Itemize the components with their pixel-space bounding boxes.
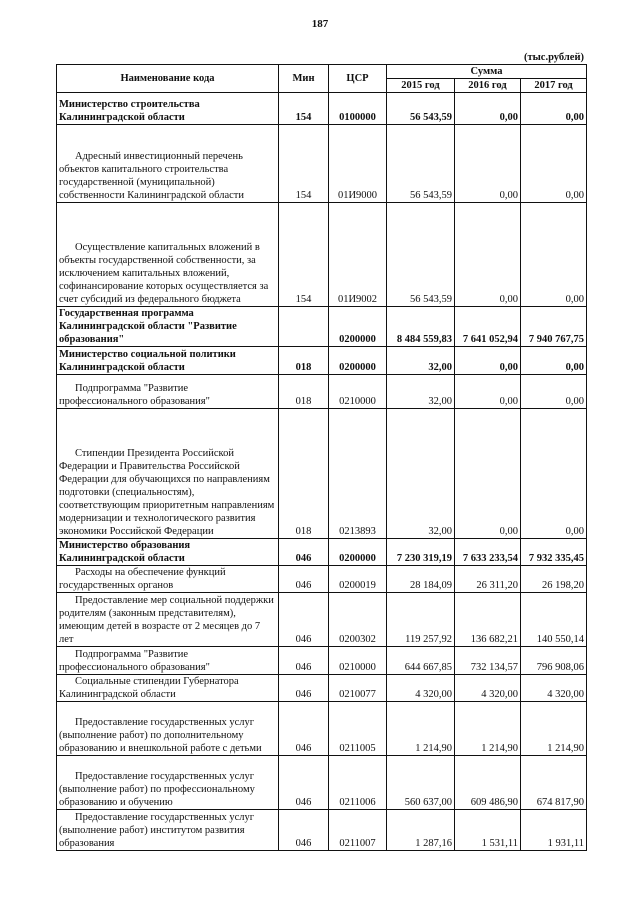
min-cell: 046 <box>279 566 329 593</box>
name-cell: Социальные стипендии Губернатора Калининградской области <box>57 675 279 702</box>
min-cell: 046 <box>279 647 329 675</box>
header-2016: 2016 год <box>455 79 521 93</box>
amount-2015-cell: 644 667,85 <box>387 647 455 675</box>
csr-cell: 0211006 <box>329 756 387 810</box>
units-label: (тыс.рублей) <box>523 52 584 63</box>
name-cell: Подпрограмма "Развитие профессионального образования" <box>57 375 279 409</box>
amount-2015-cell: 32,00 <box>387 409 455 539</box>
csr-cell: 0200000 <box>329 539 387 566</box>
min-cell: 046 <box>279 539 329 566</box>
amount-2015-cell: 56 543,59 <box>387 93 455 125</box>
name-cell: Расходы на обеспечение функций государственных органов <box>57 566 279 593</box>
csr-cell: 0200302 <box>329 593 387 647</box>
header-sum: Сумма <box>387 65 587 79</box>
amount-2015-cell: 28 184,09 <box>387 566 455 593</box>
amount-2015-cell: 119 257,92 <box>387 593 455 647</box>
csr-cell: 01И9002 <box>329 203 387 307</box>
amount-2015-cell: 32,00 <box>387 375 455 409</box>
amount-2015-cell: 1 287,16 <box>387 810 455 851</box>
amount-2016-cell: 7 633 233,54 <box>455 539 521 566</box>
amount-2016-cell: 0,00 <box>455 375 521 409</box>
min-cell: 046 <box>279 675 329 702</box>
amount-2017-cell: 0,00 <box>521 347 587 375</box>
amount-2016-cell: 609 486,90 <box>455 756 521 810</box>
amount-2017-cell: 0,00 <box>521 93 587 125</box>
min-cell: 018 <box>279 347 329 375</box>
amount-2015-cell: 56 543,59 <box>387 203 455 307</box>
table-row <box>57 539 587 566</box>
name-cell: Министерство социальной политики Калининградской области <box>57 347 279 375</box>
table-row <box>57 702 587 756</box>
min-cell: 046 <box>279 702 329 756</box>
name-cell: Адресный инвестиционный перечень объектов капитального строительства государственной (муниципальной) собственности Калининградской области <box>57 125 279 203</box>
amount-2016-cell: 4 320,00 <box>455 675 521 702</box>
table-row <box>57 125 587 203</box>
min-cell: 046 <box>279 593 329 647</box>
csr-cell: 0210077 <box>329 675 387 702</box>
name-cell: Предоставление мер социальной поддержки родителям (законным представителям), имеющим детей в возрасте от 2 месяцев до 7 лет <box>57 593 279 647</box>
amount-2015-cell: 32,00 <box>387 347 455 375</box>
amount-2016-cell: 0,00 <box>455 347 521 375</box>
amount-2016-cell: 1 531,11 <box>455 810 521 851</box>
name-cell: Предоставление государственных услуг (выполнение работ) институтом развития образования <box>57 810 279 851</box>
csr-cell: 0200000 <box>329 347 387 375</box>
name-cell: Осуществление капитальных вложений в объекты государственной собственности, за исключением капитальных вложений, софинансирование которых осуществляется за счет субсидий из федерального бюджета <box>57 203 279 307</box>
min-cell: 154 <box>279 203 329 307</box>
min-cell: 154 <box>279 125 329 203</box>
amount-2017-cell: 1 931,11 <box>521 810 587 851</box>
amount-2017-cell: 1 214,90 <box>521 702 587 756</box>
name-cell: Стипендии Президента Российской Федерации и Правительства Российской Федерации для обучающихся по направлениям подготовки (специальностям), соответствующим приоритетным направлениям модернизации и технологического развития экономики Российской Федерации <box>57 409 279 539</box>
min-cell: 046 <box>279 810 329 851</box>
csr-cell: 0100000 <box>329 93 387 125</box>
amount-2017-cell: 796 908,06 <box>521 647 587 675</box>
table-row <box>57 756 587 810</box>
amount-2017-cell: 0,00 <box>521 409 587 539</box>
table-row <box>57 307 587 347</box>
amount-2015-cell: 1 214,90 <box>387 702 455 756</box>
table-row <box>57 647 587 675</box>
amount-2015-cell: 4 320,00 <box>387 675 455 702</box>
header-csr: ЦСР <box>329 65 387 93</box>
amount-2017-cell: 4 320,00 <box>521 675 587 702</box>
table-row <box>57 593 587 647</box>
csr-cell: 0200019 <box>329 566 387 593</box>
amount-2017-cell: 674 817,90 <box>521 756 587 810</box>
name-cell: Министерство образования Калининградской области <box>57 539 279 566</box>
table-row <box>57 409 587 539</box>
amount-2017-cell: 0,00 <box>521 203 587 307</box>
amount-2015-cell: 560 637,00 <box>387 756 455 810</box>
csr-cell: 01И9000 <box>329 125 387 203</box>
csr-cell: 0211005 <box>329 702 387 756</box>
csr-cell: 0210000 <box>329 375 387 409</box>
amount-2017-cell: 26 198,20 <box>521 566 587 593</box>
amount-2016-cell: 1 214,90 <box>455 702 521 756</box>
amount-2016-cell: 0,00 <box>455 203 521 307</box>
name-cell: Подпрограмма "Развитие профессионального образования" <box>57 647 279 675</box>
name-cell: Министерство строительства Калининградской области <box>57 93 279 125</box>
page-number: 187 <box>311 18 329 30</box>
amount-2016-cell: 7 641 052,94 <box>455 307 521 347</box>
amount-2016-cell: 136 682,21 <box>455 593 521 647</box>
min-cell <box>279 307 329 347</box>
csr-cell: 0210000 <box>329 647 387 675</box>
amount-2017-cell: 7 932 335,45 <box>521 539 587 566</box>
amount-2015-cell: 8 484 559,83 <box>387 307 455 347</box>
csr-cell: 0211007 <box>329 810 387 851</box>
name-cell: Предоставление государственных услуг (выполнение работ) по дополнительному образованию и внешкольной работе с детьми <box>57 702 279 756</box>
table-row <box>57 675 587 702</box>
table-row <box>57 93 587 125</box>
min-cell: 018 <box>279 375 329 409</box>
table-row <box>57 203 587 307</box>
amount-2016-cell: 0,00 <box>455 93 521 125</box>
table-row <box>57 566 587 593</box>
budget-table <box>56 64 587 851</box>
name-cell: Государственная программа Калининградской области "Развитие образования" <box>57 307 279 347</box>
name-cell: Предоставление государственных услуг (выполнение работ) по профессиональному образованию и обучению <box>57 756 279 810</box>
table-row <box>57 347 587 375</box>
min-cell: 046 <box>279 756 329 810</box>
amount-2016-cell: 0,00 <box>455 409 521 539</box>
table-row <box>57 810 587 851</box>
amount-2016-cell: 0,00 <box>455 125 521 203</box>
amount-2015-cell: 56 543,59 <box>387 125 455 203</box>
header-2017: 2017 год <box>521 79 587 93</box>
csr-cell: 0213893 <box>329 409 387 539</box>
header-min: Мин <box>279 65 329 93</box>
amount-2016-cell: 26 311,20 <box>455 566 521 593</box>
min-cell: 018 <box>279 409 329 539</box>
header-2015: 2015 год <box>387 79 455 93</box>
header-name: Наименование кода <box>57 65 279 93</box>
amount-2017-cell: 140 550,14 <box>521 593 587 647</box>
amount-2017-cell: 7 940 767,75 <box>521 307 587 347</box>
min-cell: 154 <box>279 93 329 125</box>
csr-cell: 0200000 <box>329 307 387 347</box>
amount-2017-cell: 0,00 <box>521 375 587 409</box>
amount-2017-cell: 0,00 <box>521 125 587 203</box>
amount-2015-cell: 7 230 319,19 <box>387 539 455 566</box>
table-row <box>57 375 587 409</box>
amount-2016-cell: 732 134,57 <box>455 647 521 675</box>
